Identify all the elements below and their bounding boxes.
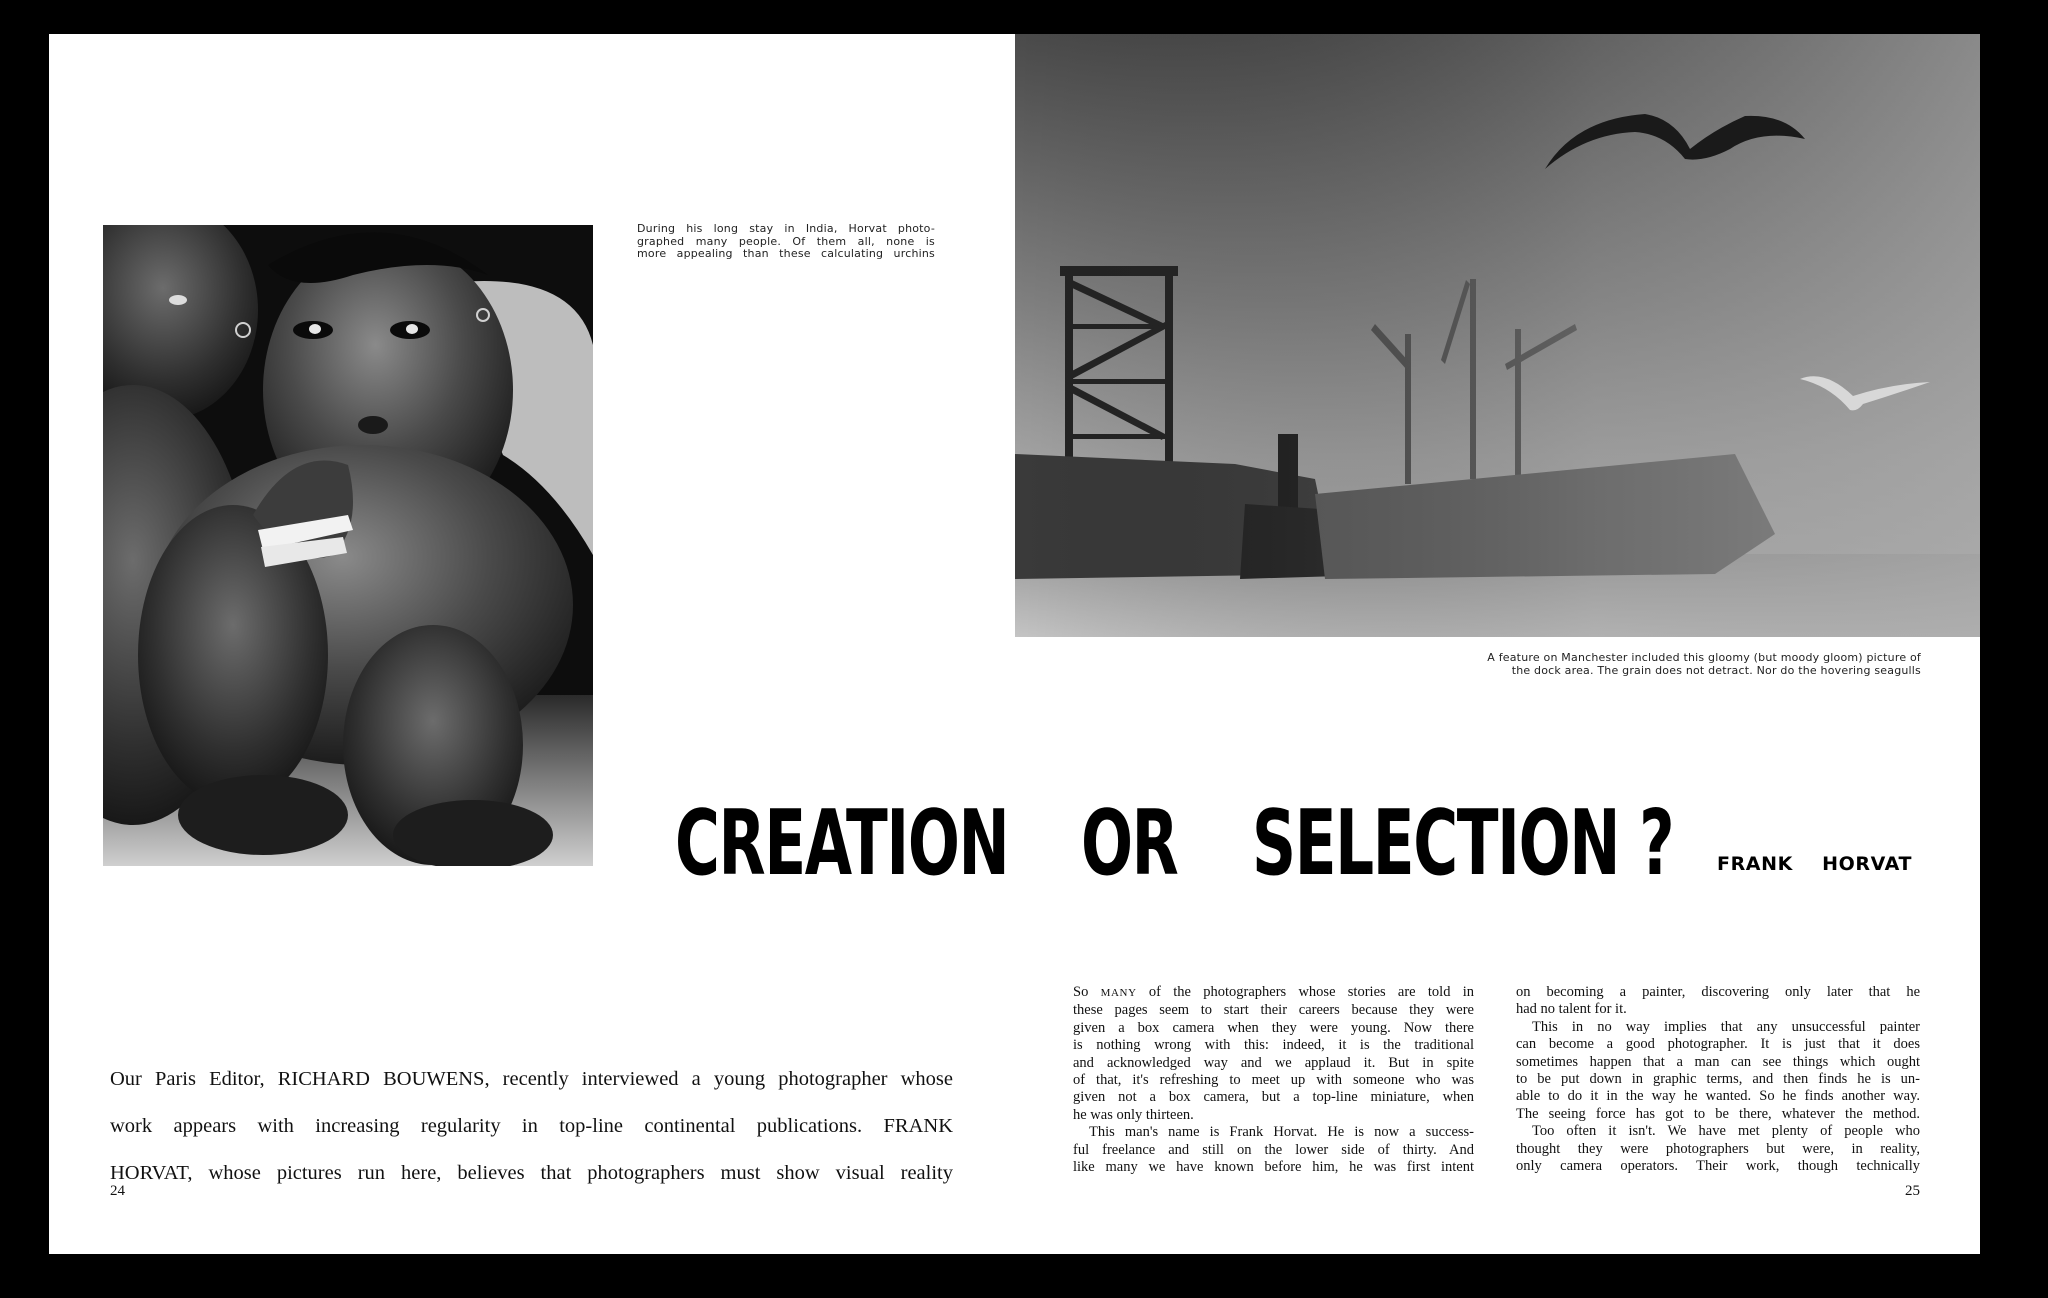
article-column-1 — [1073, 984, 1474, 1176]
article-column-2 — [1516, 984, 1920, 1175]
article-line: thought they were photographers but were, in reality, — [1516, 1140, 1920, 1157]
intro-line: Our Paris Editor, RICHARD BOUWENS, recently interviewed a young photographer whose — [110, 1068, 953, 1090]
right-photo-caption — [1349, 652, 1921, 677]
article-line: ful freelance and still on the lower side of thirty. And — [1073, 1141, 1474, 1158]
magazine-spread — [49, 34, 1980, 1254]
byline: FRANK HORVAT — [1717, 853, 1913, 875]
page-number-right: 25 — [1905, 1183, 1920, 1199]
caption-line: the dock area. The grain does not detract. Nor do the hovering seagulls — [1511, 664, 1921, 677]
intro-paragraph — [110, 1056, 953, 1197]
intro-line: HORVAT, whose pictures run here, believes that photographers must show visual reality — [110, 1162, 953, 1184]
article-line: given a box camera when they were young. Now there — [1073, 1019, 1474, 1036]
caption-line: During his long stay in India, Horvat photo- — [637, 223, 935, 235]
headline-word-creation: CREATION — [675, 791, 1009, 896]
article-line: This in no way implies that any unsuccessful painter — [1532, 1018, 1920, 1035]
article-line: sometimes happen that a man can see things which ought — [1516, 1053, 1920, 1070]
boys-photo-image — [103, 225, 593, 866]
drop-word: So — [1073, 984, 1089, 1000]
article-line: is nothing wrong with this: indeed, it is the traditional — [1073, 1037, 1474, 1054]
article-line: he was only thirteen. — [1073, 1106, 1194, 1123]
article-line: like many we have known before him, he was first intent — [1073, 1159, 1474, 1176]
article-line: only camera operators. Their work, though technically — [1516, 1158, 1920, 1175]
article-line: on becoming a painter, discovering only later that he — [1516, 984, 1920, 1000]
dock-photo-image — [1015, 34, 1980, 637]
boys-photo — [103, 225, 593, 866]
article-line: The seeing force has got to be there, whatever the method. — [1516, 1105, 1920, 1122]
article-line: and acknowledged way and we applaud it. But in spite — [1073, 1054, 1474, 1071]
article-line: had no talent for it. — [1516, 1001, 1627, 1018]
dock-photo — [1015, 34, 1980, 637]
headline-word-or: OR — [1081, 791, 1178, 896]
page-number-left: 24 — [110, 1183, 125, 1199]
left-photo-caption — [637, 223, 935, 261]
caption-line: A feature on Manchester included this gloomy (but moody gloom) picture of — [1487, 652, 1921, 664]
caption-line: graphed many people. Of them all, none is — [637, 235, 935, 248]
first-line-rest: of the photographers whose stories are told in — [1136, 984, 1474, 1000]
article-line: Too often it isn't. We have met plenty of people who — [1532, 1123, 1920, 1140]
smallcaps-word: MANY — [1100, 987, 1137, 999]
caption-line: more appealing than these calculating urchins — [637, 248, 935, 260]
article-line: to be put down in graphic terms, and then finds he is un- — [1516, 1071, 1920, 1088]
article-line: these pages seem to start their careers because they were — [1073, 1002, 1474, 1019]
article-line: given not a box camera, but a top-line miniature, when — [1073, 1089, 1474, 1106]
article-line: able to do it in the way he wanted. So he finds another way. — [1516, 1088, 1920, 1105]
article-line: of that, it's refreshing to meet up with someone who was — [1073, 1072, 1474, 1089]
headline-word-selection: SELECTION ? — [1252, 791, 1674, 896]
article-line: can become a good photographer. It is just that it does — [1516, 1036, 1920, 1053]
intro-line: work appears with increasing regularity in top-line continental publications. FRANK — [110, 1115, 953, 1137]
article-line: This man's name is Frank Horvat. He is now a success- — [1089, 1124, 1474, 1141]
article-line — [1073, 984, 1474, 1002]
